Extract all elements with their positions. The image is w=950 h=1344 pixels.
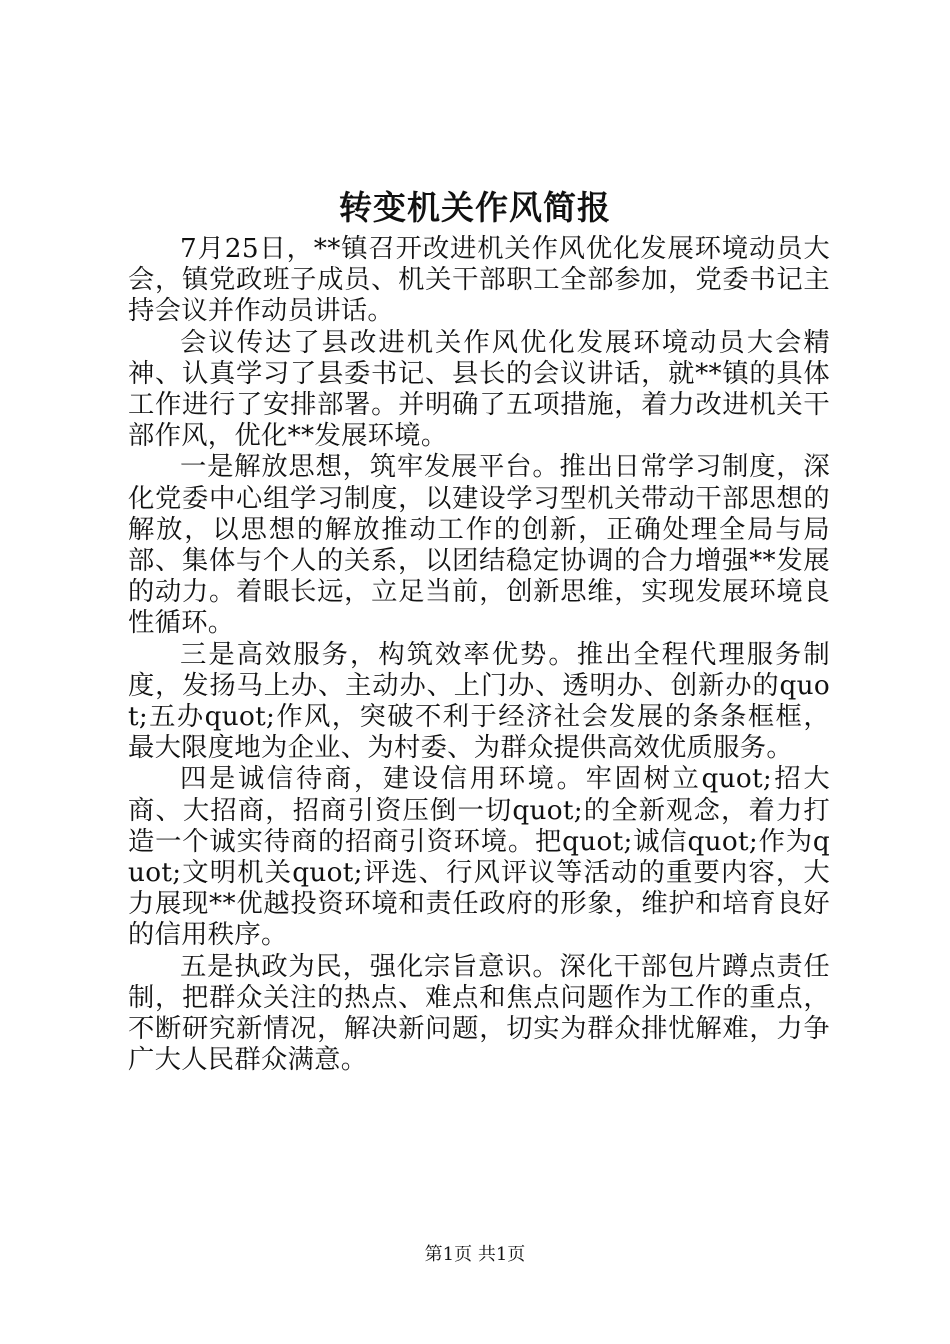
document-title: 转变机关作风简报 <box>339 188 611 227</box>
document-body <box>128 234 830 1076</box>
paragraph-measure-one: 一是解放思想，筑牢发展平台。推出日常学习制度，深化党委中心组学习制度，以建设学习型机关带动干部思想的解放，以思想的解放推动工作的创新，正确处理全局与局部、集体与个人的关系，以团结稳定协调的合力增强**发展的动力。着眼长远，立足当前，创新思维，实现发展环境良性循环。 <box>128 452 830 639</box>
page-number-footer: 第1页 共1页 <box>424 1244 526 1265</box>
paragraph-measure-five: 五是执政为民，强化宗旨意识。深化干部包片蹲点责任制，把群众关注的热点、难点和焦点问题作为工作的重点，不断研究新情况，解决新问题，切实为群众排忧解难，力争广大人民群众满意。 <box>128 951 830 1076</box>
paragraph-meeting: 会议传达了县改进机关作风优化发展环境动员大会精神、认真学习了县委书记、县长的会议讲话，就**镇的具体工作进行了安排部署。并明确了五项措施，着力改进机关干部作风，优化**发展环境。 <box>128 327 830 452</box>
paragraph-measure-three: 三是高效服务，构筑效率优势。推出全程代理服务制度，发扬马上办、主动办、上门办、透明办、创新办的quot;五办quot;作风，突破不利于经济社会发展的条条框框，最大限度地为企业、为村委、为群众提供高效优质服务。 <box>128 639 830 764</box>
paragraph-measure-four: 四是诚信待商，建设信用环境。牢固树立quot;招大商、大招商，招商引资压倒一切quot;的全新观念，着力打造一个诚实待商的招商引资环境。把quot;诚信quot;作为quot;文明机关quot;评选、行风评议等活动的重要内容，大力展现**优越投资环境和责任政府的形象，维护和培育良好的信用秩序。 <box>128 764 830 951</box>
paragraph-intro: 7月25日，**镇召开改进机关作风优化发展环境动员大会，镇党政班子成员、机关干部职工全部参加，党委书记主持会议并作动员讲话。 <box>128 234 830 327</box>
